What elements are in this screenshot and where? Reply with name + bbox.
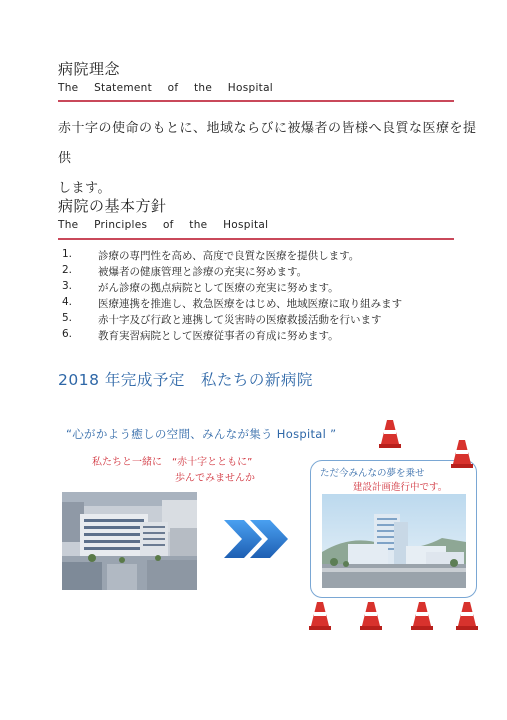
principle-number: 2.	[62, 264, 73, 276]
dream-text: ただ今みんなの夢を乗せ	[320, 468, 425, 479]
statement-line-2: します。	[58, 181, 111, 196]
principle-text: 教育実習病院として医療従事者の育成に努めます。	[98, 330, 339, 342]
principle-number: 4.	[62, 296, 73, 308]
traffic-cone-icon	[451, 440, 473, 468]
principle-item	[62, 312, 382, 327]
traffic-cone-icon	[309, 602, 331, 630]
current-hospital-photo	[62, 492, 197, 590]
statement-title-ja: 病院理念	[58, 60, 121, 78]
principles-title-en: The Principles of the Hospital	[58, 219, 269, 231]
principles-title-ja: 病院の基本方針	[58, 197, 167, 215]
new-hospital-title: 2018 年完成予定 私たちの新病院	[58, 371, 313, 389]
new-hospital-rendering	[322, 494, 466, 588]
principle-item	[62, 296, 402, 311]
principle-item	[62, 264, 307, 279]
traffic-cone-icon	[360, 602, 382, 630]
principle-text: 医療連携を推進し、救急医療をはじめ、地域医療に取り組みます	[98, 298, 403, 310]
invite-line-2: 歩んでみませんか	[175, 473, 255, 484]
principle-number: 5.	[62, 312, 73, 324]
traffic-cone-icon	[379, 420, 401, 448]
statement-divider	[58, 100, 454, 102]
progress-text: 建設計画進行中です。	[353, 482, 448, 493]
principle-text: 赤十字及び行政と連携して災害時の医療救援活動を行います	[98, 314, 382, 326]
principle-text: がん診療の拠点病院として医療の充実に努めます。	[98, 282, 339, 294]
principles-list	[62, 248, 482, 344]
new-hospital-slogan: “心がかよう癒しの空間、みんなが集う Hospital ”	[66, 427, 337, 441]
double-chevron-icon	[222, 518, 290, 560]
principle-number: 3.	[62, 280, 73, 292]
statement-text	[58, 114, 478, 204]
traffic-cone-icon	[456, 602, 478, 630]
principle-item	[62, 328, 339, 343]
principle-item	[62, 248, 359, 263]
principle-item	[62, 280, 339, 295]
principle-text: 被爆者の健康管理と診療の充実に努めます。	[98, 266, 308, 278]
statement-title-en: The Statement of the Hospital	[58, 82, 274, 94]
principle-text: 診療の専門性を高め、高度で良質な医療を提供します。	[98, 250, 360, 262]
traffic-cone-icon	[411, 602, 433, 630]
statement-line-1: 赤十字の使命のもとに、地域ならびに被爆者の皆様へ良質な医療を提供	[58, 121, 477, 166]
principle-number: 1.	[62, 248, 73, 260]
principle-number: 6.	[62, 328, 73, 340]
invite-line-1: 私たちと一緒に “赤十字とともに”	[92, 457, 253, 468]
principles-divider	[58, 238, 454, 240]
